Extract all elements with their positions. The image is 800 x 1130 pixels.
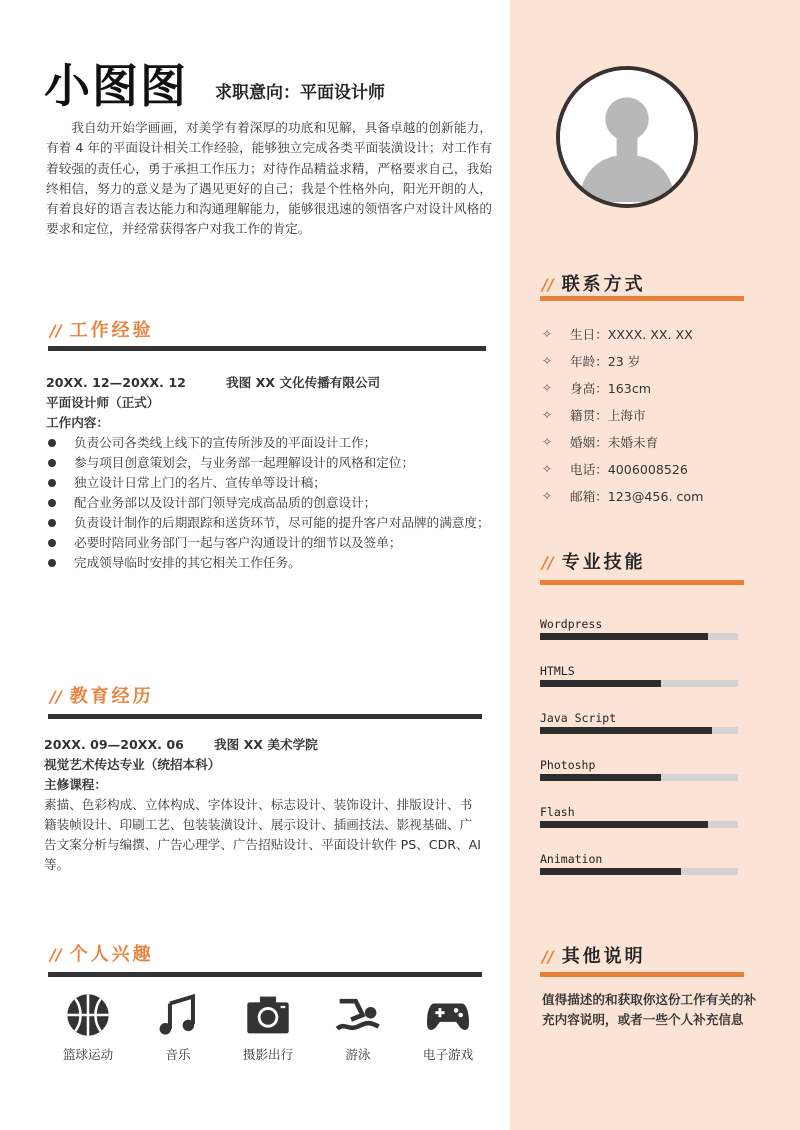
person-silhouette-icon (560, 70, 694, 204)
star-icon: ✧ (542, 488, 553, 503)
experience-period: 20XX. 12—20XX. 12 (46, 375, 186, 390)
job-intent: 求职意向：平面设计师 (215, 83, 385, 103)
divider (540, 296, 744, 301)
skill-bar-fill (540, 633, 708, 640)
skill-bar (540, 680, 738, 687)
list-item: 参与项目创意策划会，与业务部一起理解设计的风格和定位； (46, 453, 492, 473)
star-icon: ✧ (542, 353, 553, 368)
candidate-name: 小图图 (44, 59, 188, 113)
contact-height (542, 374, 703, 401)
skill-bar-fill (540, 774, 661, 781)
education-major: 视觉艺术传达专业（统招本科） (44, 757, 221, 772)
contact-list (542, 320, 703, 509)
contact-text: 身高：163cm (570, 381, 652, 396)
star-icon: ✧ (542, 407, 553, 422)
education-school: 我图 XX 美术学院 (214, 737, 318, 752)
hobby-label: 篮球运动 (62, 1047, 114, 1062)
courses-text: 素描、色彩构成、立体构成、字体设计、标志设计、装饰设计、排版设计、书籍装帧设计、印刷工艺、包装装潢设计、展示设计、插画技法、影视基础、广告文案分析与编撰、广告心理学、广告招贴设计、平面设计软件 PS、CDR、AI 等。 (44, 797, 481, 872)
experience-list (46, 433, 492, 573)
education-block (44, 735, 490, 875)
education-heading (50, 682, 154, 708)
experience-position: 平面设计师（正式） (46, 395, 160, 410)
contact-text: 电话：4006008526 (570, 462, 688, 477)
hobby-label: 电子游戏 (422, 1047, 474, 1062)
camera-icon (245, 992, 291, 1038)
music-icon (155, 992, 201, 1038)
self-summary: 我自幼开始学画画，对美学有着深厚的功底和见解，具备卓越的创新能力，有着 4 年的平面设计相关工作经验，能够独立完成各类平面装潢设计；对工作有着较强的责任心，勇于承担工作压力；对待作品精益求精，严格要求自己，我始终相信，努力的意义是为了遇见更好的自己；我是个性格外向，阳光开朗的人，有着良好的语言表达能力和沟通理解能力，能够很迅速的领悟客户对设计风格的要求和定位，并经常获得客户对我工作的肯定。 (46, 120, 492, 237)
skill-item (540, 805, 738, 828)
education-title: 教育经历 (69, 686, 154, 707)
skill-bar (540, 868, 738, 875)
experience-block (46, 373, 492, 573)
list-item: 完成领导临时安排的其它相关工作任务。 (46, 553, 492, 573)
list-item: 必要时陪同业务部门一起与客户沟通设计的细节以及签单； (46, 533, 492, 553)
skill-name: Flash (540, 805, 575, 819)
star-icon: ✧ (542, 326, 553, 341)
skill-bar-fill (540, 868, 681, 875)
skill-name: Animation (540, 852, 603, 866)
gamepad-icon (425, 992, 471, 1038)
list-item: 负责公司各类线上线下的宣传所涉及的平面设计工作； (46, 433, 492, 453)
skill-bar (540, 821, 738, 828)
hobby-label: 音乐 (165, 1047, 191, 1062)
star-icon: ✧ (542, 380, 553, 395)
hobby-music (138, 992, 218, 1063)
other-title: 其他说明 (561, 946, 646, 967)
slash-icon: // (542, 947, 554, 966)
skill-bar (540, 633, 738, 640)
experience-title: 工作经验 (69, 320, 154, 341)
divider (540, 580, 744, 585)
list-item: 负责设计制作的后期跟踪和送货环节，尽可能的提升客户对品牌的满意度； (46, 513, 492, 533)
skill-item (540, 617, 738, 640)
star-icon: ✧ (542, 461, 553, 476)
other-heading (542, 942, 646, 968)
contact-phone (542, 455, 703, 482)
divider (48, 714, 482, 719)
education-period: 20XX. 09—20XX. 06 (44, 737, 184, 752)
experience-company: 我图 XX 文化传播有限公司 (226, 375, 381, 390)
contact-text: 生日：XXXX. XX. XX (570, 327, 693, 342)
hobby-swimming (318, 992, 398, 1063)
experience-heading (50, 316, 154, 342)
divider (48, 346, 486, 351)
skill-name: HTMLS (540, 664, 575, 678)
slash-icon: // (50, 687, 62, 706)
divider (48, 972, 482, 977)
skills-list (540, 617, 738, 899)
skill-name: Wordpress (540, 617, 603, 631)
star-icon: ✧ (542, 434, 553, 449)
avatar (556, 66, 698, 208)
hobbies-heading (50, 940, 154, 966)
skill-bar-fill (540, 821, 708, 828)
hobby-basketball (48, 992, 128, 1063)
hobby-gaming (408, 992, 488, 1063)
slash-icon: // (50, 945, 62, 964)
skill-name: Java Script (540, 711, 617, 725)
other-text: 值得描述的和获取你这份工作有关的补充内容说明，或者一些个人补充信息 (542, 992, 757, 1027)
contact-text: 婚姻：未婚未育 (570, 435, 659, 450)
skills-title: 专业技能 (561, 552, 646, 573)
contact-marital (542, 428, 703, 455)
slash-icon: // (542, 553, 554, 572)
skill-bar-fill (540, 680, 661, 687)
hobby-photography (228, 992, 308, 1063)
skill-item (540, 664, 738, 687)
skill-bar (540, 727, 738, 734)
hobby-label: 摄影出行 (242, 1047, 294, 1062)
contact-title: 联系方式 (561, 274, 646, 295)
contact-text: 籍贯：上海市 (570, 408, 646, 423)
contact-heading (542, 270, 646, 296)
skill-item (540, 852, 738, 875)
skill-name: Photoshp (540, 758, 596, 772)
contact-email (542, 482, 703, 509)
hobby-label: 游泳 (345, 1047, 371, 1062)
contact-text: 邮箱：123@456. com (570, 489, 704, 504)
experience-content-label: 工作内容： (46, 415, 109, 430)
hobbies-list (48, 992, 488, 1063)
skill-bar-fill (540, 727, 712, 734)
slash-icon: // (542, 275, 554, 294)
contact-hometown (542, 401, 703, 428)
list-item: 配合业务部以及设计部门领导完成高品质的创意设计； (46, 493, 492, 513)
hobbies-title: 个人兴趣 (69, 944, 154, 965)
divider (540, 972, 744, 977)
skill-bar (540, 774, 738, 781)
contact-birthday (542, 320, 703, 347)
contact-text: 年龄：23 岁 (570, 354, 641, 369)
swimming-icon (335, 992, 381, 1038)
list-item: 独立设计日常上门的名片、宣传单等设计稿； (46, 473, 492, 493)
slash-icon: // (50, 321, 62, 340)
skill-item (540, 711, 738, 734)
skill-item (540, 758, 738, 781)
contact-age (542, 347, 703, 374)
courses-label: 主修课程： (44, 777, 107, 792)
basketball-icon (65, 992, 111, 1038)
skills-heading (542, 548, 646, 574)
